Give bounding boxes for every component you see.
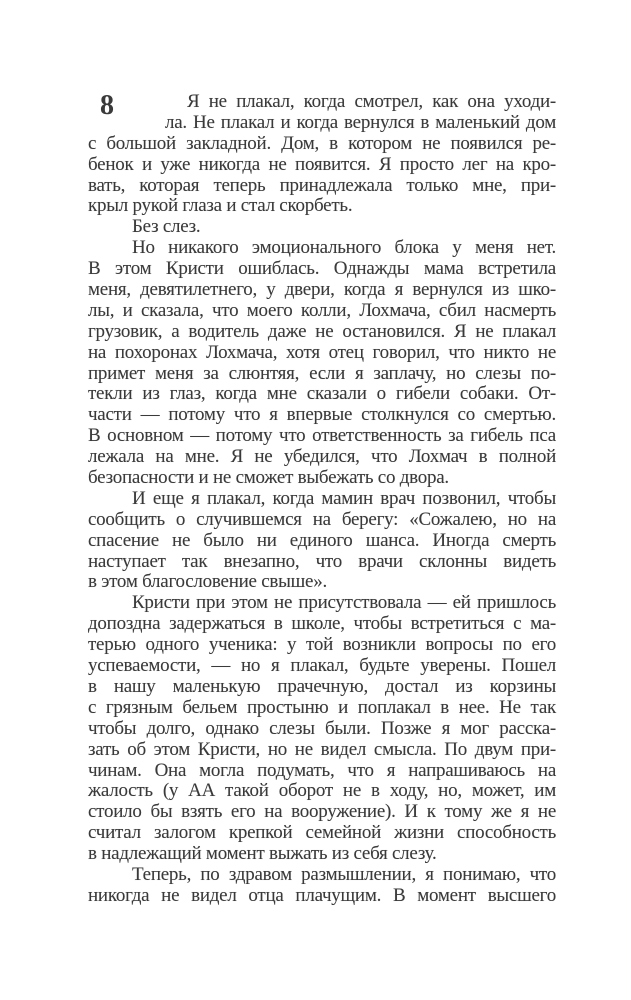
text-line: спасение не было ни единого шанса. Иногда смерть: [88, 529, 556, 551]
text-line: с грязным бельем простыню и поплакал в нее. Не так: [88, 696, 556, 718]
text-line: текли из глаз, когда мне сказали о гибели собаки. От-: [88, 383, 556, 405]
paragraph: [88, 865, 556, 907]
text-line: вать, которая теперь принадлежала только мне, при-: [88, 174, 556, 196]
text-line: Но никакого эмоционального блока у меня нет.: [132, 237, 556, 259]
page-text: [88, 92, 556, 907]
text-line: И еще я плакал, когда мамин врач позвонил, чтобы: [132, 487, 556, 509]
page-number: 8: [100, 90, 114, 121]
text-line: чинам. Она могла подумать, что я напрашиваюсь на: [88, 759, 556, 781]
text-line: жалость (у АА такой оборот не в ходу, но, может, им: [88, 780, 556, 802]
text-line: части — потому что я впервые столкнулся со смертью.: [88, 404, 556, 426]
text-line: чтобы долго, однако слезы были. Позже я мог расска-: [88, 717, 556, 739]
text-line: допоздна задержаться в школе, чтобы встретиться с ма-: [88, 613, 556, 635]
text-line: успеваемости, — но я плакал, будьте уверены. Пошел: [88, 655, 556, 677]
paragraph: [88, 593, 556, 865]
text-line: в надлежащий момент выжать из себя слезу.: [88, 843, 437, 865]
paragraph: [88, 92, 556, 217]
text-line: В этом Кристи ошиблась. Однажды мама встретила: [88, 258, 556, 280]
text-line: на похоронах Лохмача, хотя отец говорил, что никто не: [88, 341, 556, 363]
text-line: бенок и уже никогда не появится. Я просто лег на кро-: [88, 153, 556, 175]
text-line: Теперь, по здравом размышлении, я понимаю, что: [132, 863, 556, 885]
text-line: грузовик, а водитель даже не остановился. Я не плакал: [88, 320, 556, 342]
paragraph: [88, 489, 556, 593]
text-line: лежала на мне. Я не убедился, что Лохмач в полной: [88, 446, 556, 468]
text-line: примет меня за слюнтяя, если я заплачу, но слезы по-: [88, 362, 556, 384]
text-line: лы, и сказала, что моего колли, Лохмача, сбил насмерть: [88, 299, 556, 321]
text-line: считал залогом крепкой семейной жизни способность: [88, 822, 556, 844]
paragraph: [88, 238, 556, 489]
text-line: наступает так внезапно, что врачи склонны видеть: [88, 550, 556, 572]
text-line: меня, девятилетнего, у двери, когда я вернулся из шко-: [88, 279, 556, 301]
text-line: В основном — потому что ответственность за гибель пса: [88, 425, 556, 447]
text-line: стоило бы взять его на вооружение). И к тому же я не: [88, 801, 556, 823]
text-line: крыл рукой глаза и стал скорбеть.: [88, 195, 353, 217]
text-line: никогда не видел отца плачущим. В момент высшего: [88, 884, 556, 906]
text-line: сообщить о случившемся на берегу: «Сожалею, но на: [88, 508, 556, 530]
text-line: безопасности и не сможет выбежать со двора.: [88, 467, 449, 489]
text-line: терью одного ученика: у той возникли вопросы по его: [88, 634, 556, 656]
text-line: ла. Не плакал и когда вернулся в маленький дом: [165, 111, 556, 133]
text-line: в нашу маленькую прачечную, достал из корзины: [88, 675, 556, 697]
paragraph: [88, 217, 556, 238]
text-line: Без слез.: [132, 216, 201, 238]
text-line: зать об этом Кристи, но не видел смысла. По двум при-: [88, 738, 556, 760]
text-line: в этом благословение свыше».: [88, 571, 327, 593]
text-line: Я не плакал, когда смотрел, как она уходи-: [187, 91, 556, 112]
text-line: Кристи при этом не присутствовала — ей пришлось: [132, 592, 556, 614]
text-line: с большой закладной. Дом, в котором не появился ре-: [88, 132, 556, 154]
